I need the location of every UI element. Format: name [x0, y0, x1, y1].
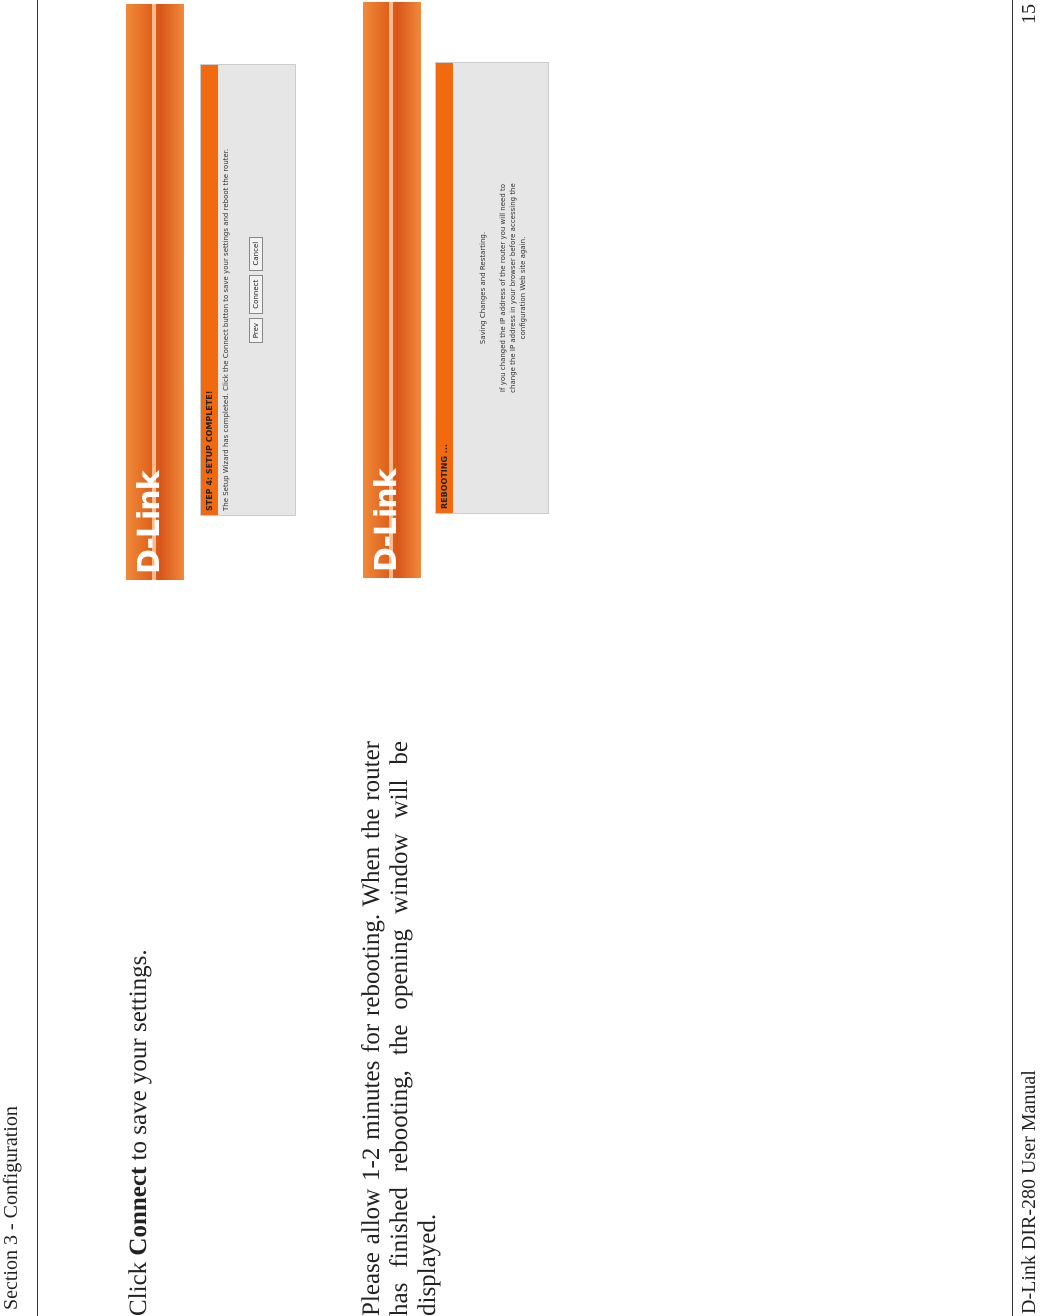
screenshot-rebooting [363, 2, 553, 578]
instruction-reboot: Please allow 1-2 minutes for rebooting. When the router has finished rebooting, the opening window will be displayed. [358, 741, 441, 1316]
cancel-button[interactable]: Cancel [249, 237, 263, 271]
connect-button[interactable]: Connect [249, 275, 263, 314]
rebooting-panel [435, 62, 549, 514]
panel-message: The Setup Wizard has completed. Click the Connect button to save your settings and reboot the router. [222, 148, 230, 511]
page-number: 15 [1018, 4, 1040, 24]
section-header: Section 3 - Configuration [0, 1106, 22, 1310]
screenshot-setup-complete [126, 4, 296, 580]
dlink-logo: D-Link [369, 469, 404, 572]
footer-manual-title: D-Link DIR-280 User Manual [1018, 1070, 1040, 1314]
instruction-connect [125, 716, 153, 1316]
dlink-banner [126, 4, 184, 580]
setup-complete-panel [200, 64, 296, 516]
ip-change-message: If you changed the IP address of the router you will need to change the IP address in your browser before accessing the configuration Web site again. [499, 183, 527, 393]
panel-heading: REBOOTING ... [436, 63, 453, 513]
instruction-suffix: to save your settings. [125, 949, 152, 1167]
dlink-banner [363, 2, 421, 578]
header-divider [37, 0, 38, 1316]
prev-button[interactable]: Prev [249, 318, 263, 343]
instruction-prefix: Click [125, 1255, 152, 1316]
dlink-logo: D-Link [132, 471, 167, 574]
saving-message: Saving Changes and Restarting. [479, 231, 487, 345]
footer-divider [1012, 0, 1013, 1316]
panel-heading: STEP 4: SETUP COMPLETE! [201, 65, 218, 515]
instruction-bold-connect: Connect [125, 1166, 152, 1256]
